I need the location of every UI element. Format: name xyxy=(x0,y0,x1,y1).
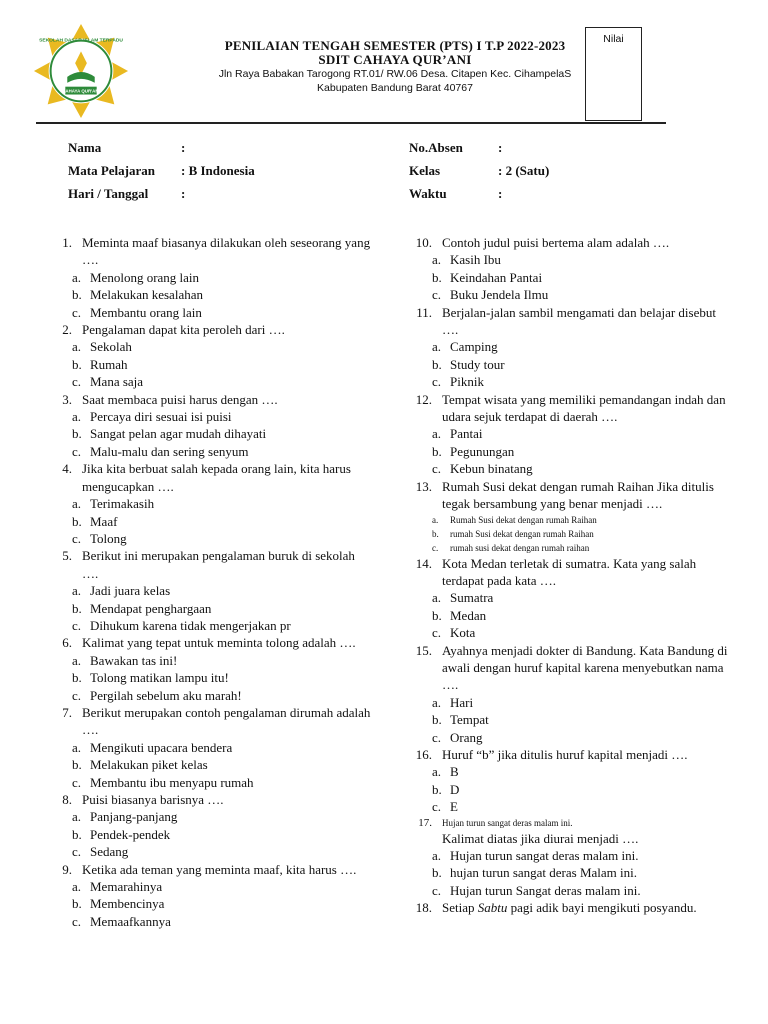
question xyxy=(44,460,374,495)
answer-option[interactable] xyxy=(44,513,374,530)
answer-option[interactable] xyxy=(44,495,374,512)
question xyxy=(44,234,374,269)
score-box[interactable] xyxy=(585,27,642,121)
question-text: Huruf “b” jika ditulis huruf kapital menjadi …. xyxy=(442,746,688,762)
answer-option[interactable] xyxy=(404,541,730,555)
option-letter: a. xyxy=(72,739,82,755)
answer-option[interactable] xyxy=(404,251,730,268)
subject-label: Mata Pelajaran xyxy=(68,163,156,178)
answer-option[interactable] xyxy=(404,356,730,373)
question-number: 6. xyxy=(62,635,72,651)
option-letter: b. xyxy=(72,600,82,616)
question-text: Jika kita berbuat salah kepada orang lain, kita harus mengucapkan …. xyxy=(82,461,351,494)
answer-option[interactable] xyxy=(404,882,730,899)
question xyxy=(404,391,730,426)
school-address-line1: Jln Raya Babakan Tarogong RT.01/ RW.06 Desa. Citapen Kec. CihampelaS xyxy=(218,68,572,80)
option-letter: b. xyxy=(72,287,82,303)
question-text: Contoh judul puisi bertema alam adalah …. xyxy=(442,235,670,250)
option-letter: b. xyxy=(72,426,82,442)
name-colon: : xyxy=(181,140,186,155)
answer-option[interactable] xyxy=(44,356,374,373)
answer-option[interactable] xyxy=(404,513,730,527)
question-number: 18. xyxy=(415,900,432,916)
question xyxy=(44,791,374,808)
answer-option[interactable] xyxy=(404,527,730,541)
question xyxy=(44,634,374,651)
questions-column-left xyxy=(44,234,374,930)
question-text: Meminta maaf biasanya dilakukan oleh seseorang yang …. xyxy=(82,235,371,268)
option-letter: c. xyxy=(72,774,82,790)
exam-title: PENILAIAN TENGAH SEMESTER (PTS) I T.P 2022-2023 xyxy=(224,38,566,53)
question-number: 3. xyxy=(62,391,72,407)
answer-option[interactable] xyxy=(44,600,374,617)
question-number: 12. xyxy=(415,391,432,407)
answer-option[interactable] xyxy=(404,729,730,746)
option-text: Malu-malu dan sering senyum xyxy=(90,443,249,459)
absent-number-label: No.Absen xyxy=(409,140,463,155)
option-text: hujan turun sangat deras Malam ini. xyxy=(450,865,638,881)
absent-number-colon: : xyxy=(498,140,503,155)
question-number: 8. xyxy=(62,792,72,807)
option-text: Tolong matikan lampu itu! xyxy=(90,670,229,686)
option-letter: a. xyxy=(432,514,439,525)
question-number: 7. xyxy=(62,704,72,720)
option-text: Rumah xyxy=(90,356,128,372)
option-letter: a. xyxy=(72,496,82,512)
option-text: Hari xyxy=(450,694,474,710)
question xyxy=(404,478,730,513)
question-number: 13. xyxy=(415,478,432,494)
answer-option[interactable] xyxy=(404,338,730,355)
question-text: Ayahnya menjadi dokter di Bandung. Kata Bandung di awali dengan huruf kapital karena menyebutkan nama …. xyxy=(442,642,728,693)
option-text: Memarahinya xyxy=(90,879,163,895)
option-letter: b. xyxy=(432,443,442,459)
option-letter: b. xyxy=(432,528,439,539)
option-letter: c. xyxy=(432,882,442,898)
question-text: Saat membaca puisi harus dengan …. xyxy=(82,391,278,407)
answer-option[interactable] xyxy=(44,425,374,442)
option-letter: c. xyxy=(432,287,442,303)
answer-option[interactable] xyxy=(44,669,374,686)
answer-option[interactable] xyxy=(404,711,730,728)
answer-option[interactable] xyxy=(404,624,730,641)
question-text xyxy=(442,899,730,916)
subject-value: : B Indonesia xyxy=(181,163,255,178)
option-text: Keindahan Pantai xyxy=(450,269,543,285)
option-letter: a. xyxy=(432,339,442,355)
option-text: Membencinya xyxy=(90,896,165,912)
logo-text: SEKOLAH DASAR ISLAM TERPADU xyxy=(39,38,123,44)
option-text: E xyxy=(450,799,458,815)
option-letter: b. xyxy=(432,356,442,372)
option-text: Orang xyxy=(450,729,483,745)
question-number: 1. xyxy=(62,235,72,250)
option-text: rumah Susi dekat dengan rumah Raihan xyxy=(450,528,594,539)
option-letter: c. xyxy=(72,617,82,633)
option-letter: c. xyxy=(72,913,82,929)
option-letter: b. xyxy=(72,826,82,842)
option-text: Terimakasih xyxy=(90,496,155,512)
date-colon: : xyxy=(181,186,186,201)
option-letter: c. xyxy=(432,729,442,745)
question-number-spacer xyxy=(404,830,442,847)
option-text: Sangat pelan agar mudah dihayati xyxy=(90,426,267,442)
question xyxy=(44,704,374,739)
option-text: Kebun binatang xyxy=(450,461,533,477)
option-text: Tempat xyxy=(450,712,489,728)
answer-option[interactable] xyxy=(44,878,374,895)
question-text: Berikut merupakan contoh pengalaman dirumah adalah …. xyxy=(82,704,371,738)
option-letter: c. xyxy=(432,461,442,477)
option-letter: a. xyxy=(72,809,82,825)
answer-option[interactable] xyxy=(404,798,730,815)
answer-option[interactable] xyxy=(44,774,374,791)
question-number: 4. xyxy=(62,461,72,477)
option-text: Rumah Susi dekat dengan rumah Raihan xyxy=(450,514,597,525)
answer-option[interactable] xyxy=(404,286,730,303)
option-text: Pergilah sebelum aku marah! xyxy=(90,687,242,703)
question xyxy=(44,391,374,408)
question xyxy=(404,304,730,339)
option-text: D xyxy=(450,781,460,797)
option-letter: a. xyxy=(432,764,442,780)
option-text: Melakukan piket kelas xyxy=(90,757,208,773)
question-text: Berikut ini merupakan pengalaman buruk di sekolah …. xyxy=(82,548,355,581)
option-letter: a. xyxy=(432,848,442,863)
option-letter: c. xyxy=(432,542,439,553)
option-text: Sekolah xyxy=(90,339,132,355)
question xyxy=(44,321,374,338)
option-text: Kasih Ibu xyxy=(450,252,501,268)
option-letter: a. xyxy=(72,269,82,285)
option-text: Maaf xyxy=(90,513,118,529)
option-letter: a. xyxy=(432,590,442,606)
option-text: Membantu orang lain xyxy=(90,304,202,320)
option-letter: c. xyxy=(432,625,442,641)
option-text: Mengikuti upacara bendera xyxy=(90,739,233,755)
option-letter: c. xyxy=(432,799,442,815)
question-text: Rumah Susi dekat dengan rumah Raihan Jika ditulis tegak bersambung yang benar menjadi …. xyxy=(442,478,714,512)
question-number: 2. xyxy=(62,322,72,338)
option-letter: b. xyxy=(432,607,442,623)
option-text: Tolong xyxy=(90,530,127,546)
option-text: Menolong orang lain xyxy=(90,269,200,285)
option-letter: a. xyxy=(72,879,82,895)
option-text: Percaya diri sesuai isi puisi xyxy=(90,409,232,425)
option-text: Kota xyxy=(450,625,476,641)
question-sentence: Hujan turun sangat deras malam ini. xyxy=(442,817,573,828)
question-text-post: pagi adik bayi mengikuti posyandu. xyxy=(507,900,697,916)
answer-option[interactable] xyxy=(404,694,730,711)
option-text: Melakukan kesalahan xyxy=(90,287,203,303)
answer-option[interactable] xyxy=(44,826,374,843)
option-text: Sedang xyxy=(90,844,129,860)
question xyxy=(404,816,730,830)
answer-option[interactable] xyxy=(44,443,374,460)
answer-option[interactable] xyxy=(404,589,730,606)
option-text: Jadi juara kelas xyxy=(90,583,171,599)
question-text: Kalimat diatas jika diurai menjadi …. xyxy=(442,830,639,846)
answer-option[interactable] xyxy=(44,269,374,286)
answer-option[interactable] xyxy=(404,864,730,881)
option-letter: a. xyxy=(72,652,82,668)
question-text: Pengalaman dapat kita peroleh dari …. xyxy=(82,322,285,338)
question-number: 11. xyxy=(416,304,432,320)
answer-option[interactable] xyxy=(44,739,374,756)
option-letter: b. xyxy=(432,781,442,797)
option-letter: a. xyxy=(432,426,442,442)
time-label: Waktu xyxy=(409,186,447,201)
answer-option[interactable] xyxy=(404,425,730,442)
option-letter: b. xyxy=(432,712,442,728)
option-letter: c. xyxy=(72,304,82,320)
answer-option[interactable] xyxy=(404,847,730,864)
option-letter: c. xyxy=(72,374,82,390)
answer-option[interactable] xyxy=(404,269,730,286)
option-text: Sumatra xyxy=(450,590,494,606)
answer-option[interactable] xyxy=(44,843,374,860)
answer-option[interactable] xyxy=(404,460,730,477)
option-text: B xyxy=(450,764,459,780)
option-letter: a. xyxy=(72,409,82,425)
answer-option[interactable] xyxy=(44,756,374,773)
answer-option[interactable] xyxy=(404,373,730,390)
header-divider xyxy=(36,122,666,124)
option-text: Pendek-pendek xyxy=(90,826,171,842)
option-text: Medan xyxy=(450,607,487,623)
school-logo xyxy=(32,22,130,120)
answer-option[interactable] xyxy=(44,286,374,303)
answer-option[interactable] xyxy=(44,895,374,912)
question-text: Kota Medan terletak di sumatra. Kata yang salah terdapat pada kata …. xyxy=(442,555,697,588)
option-text: Pantai xyxy=(450,426,483,442)
option-text: Pegunungan xyxy=(450,443,515,459)
option-letter: b. xyxy=(72,896,82,912)
answer-option[interactable] xyxy=(404,763,730,780)
question-number: 14. xyxy=(415,555,432,571)
question-text: Kalimat yang tepat untuk meminta tolong adalah …. xyxy=(82,635,356,651)
date-label: Hari / Tanggal xyxy=(68,186,149,201)
option-letter: c. xyxy=(432,374,442,390)
answer-option[interactable] xyxy=(44,373,374,390)
question-number: 16. xyxy=(415,746,432,762)
answer-option[interactable] xyxy=(404,781,730,798)
question-text: Puisi biasanya barisnya …. xyxy=(82,792,224,807)
question-text-emphasis: Sabtu xyxy=(477,900,508,916)
question-number: 5. xyxy=(62,548,72,564)
question-number: 10. xyxy=(415,235,432,250)
answer-option[interactable] xyxy=(44,338,374,355)
option-text: Piknik xyxy=(450,374,484,390)
school-name: SDIT CAHAYA QUR’ANI xyxy=(318,52,472,67)
answer-option[interactable] xyxy=(404,443,730,460)
option-letter: b. xyxy=(432,865,442,881)
questions-column-right xyxy=(404,234,730,917)
option-letter: b. xyxy=(72,356,82,372)
question xyxy=(404,899,730,916)
option-letter: a. xyxy=(72,339,82,355)
name-label: Nama xyxy=(68,140,102,155)
answer-option[interactable] xyxy=(44,913,374,930)
option-text: Mana saja xyxy=(90,374,144,390)
answer-option[interactable] xyxy=(44,687,374,704)
time-colon: : xyxy=(498,186,503,201)
option-text: Mendapat penghargaan xyxy=(90,600,212,616)
question-text: Berjalan-jalan sambil mengamati dan belajar disebut …. xyxy=(442,304,716,338)
class-label: Kelas xyxy=(409,163,441,178)
logo-subtext: CAHAYA QUR'ANI xyxy=(62,88,100,94)
answer-option[interactable] xyxy=(44,582,374,599)
option-letter: c. xyxy=(72,687,82,703)
option-letter: c. xyxy=(72,443,82,459)
option-letter: b. xyxy=(72,513,82,529)
option-letter: b. xyxy=(72,757,82,773)
option-text: Camping xyxy=(450,339,498,355)
option-text: Buku Jendela Ilmu xyxy=(450,287,549,303)
answer-option[interactable] xyxy=(44,652,374,669)
question-number: 15. xyxy=(415,642,432,658)
answer-option[interactable] xyxy=(44,530,374,547)
option-text: Panjang-panjang xyxy=(90,809,178,825)
question xyxy=(404,746,730,763)
score-label: Nilai xyxy=(603,33,624,45)
class-value: : 2 (Satu) xyxy=(498,163,550,178)
question-text: Tempat wisata yang memiliki pemandangan indah dan udara sejuk terdapat di daerah …. xyxy=(442,391,726,425)
option-letter: c. xyxy=(72,530,82,546)
question xyxy=(404,642,730,694)
option-letter: a. xyxy=(432,694,442,710)
answer-option[interactable] xyxy=(404,607,730,624)
question xyxy=(44,861,374,878)
question xyxy=(44,547,374,582)
option-letter: b. xyxy=(432,269,442,285)
school-address-line2: Kabupaten Bandung Barat 40767 xyxy=(317,82,473,94)
option-letter: c. xyxy=(72,844,82,860)
option-letter: a. xyxy=(432,252,442,268)
answer-option[interactable] xyxy=(44,808,374,825)
answer-option[interactable] xyxy=(44,617,374,634)
question-text-row xyxy=(404,830,730,847)
option-text: Membantu ibu menyapu rumah xyxy=(90,774,254,790)
question xyxy=(404,234,730,251)
option-letter: a. xyxy=(72,583,82,599)
question xyxy=(404,555,730,590)
question-number: 9. xyxy=(62,861,72,877)
question-text-pre: Setiap xyxy=(442,900,478,916)
option-letter: b. xyxy=(72,670,82,686)
option-text: Bawakan tas ini! xyxy=(90,652,178,668)
option-text: Hujan turun Sangat deras malam ini. xyxy=(450,882,641,898)
option-text: rumah susi dekat dengan rumah raihan xyxy=(450,542,590,553)
option-text: Memaafkannya xyxy=(90,913,171,929)
option-text: Dihukum karena tidak mengerjakan pr xyxy=(90,617,291,633)
question-text: Ketika ada teman yang meminta maaf, kita harus …. xyxy=(82,861,357,877)
option-text: Hujan turun sangat deras malam ini. xyxy=(450,848,639,863)
answer-option[interactable] xyxy=(44,408,374,425)
question-number: 17. xyxy=(418,816,432,829)
option-text: Study tour xyxy=(450,356,505,372)
answer-option[interactable] xyxy=(44,304,374,321)
